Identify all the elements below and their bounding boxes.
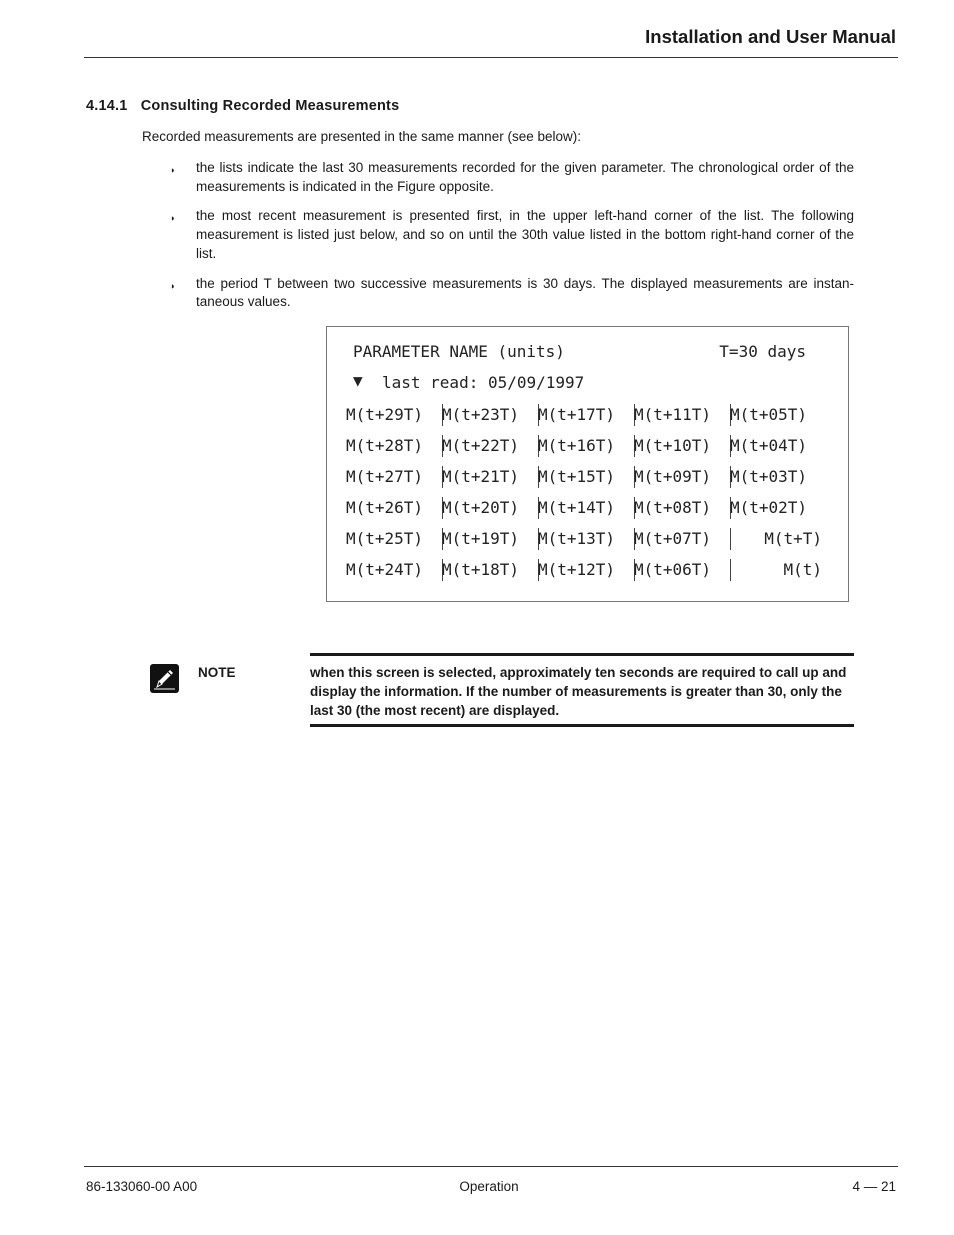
section-title: Consulting Recorded Measurements <box>140 98 400 114</box>
measurement-cell: M(t+16T) <box>538 434 634 465</box>
bullet-item <box>170 159 854 196</box>
intro-paragraph: Recorded measurements are presented in the same manner (see below): <box>142 129 581 144</box>
measurement-cell: M(t+11T) <box>634 403 730 434</box>
measurement-cell: M(t+13T) <box>538 527 634 558</box>
measurement-cell: M(t+24T) <box>346 558 442 589</box>
measurement-cell: M(t+28T) <box>346 434 442 465</box>
measurement-cell: M(t+12T) <box>538 558 634 589</box>
measurement-cell: M(t+T) <box>764 529 822 548</box>
parameter-name-label: PARAMETER NAME (units) <box>353 342 565 361</box>
note-top-rule <box>310 653 854 656</box>
footer-rule <box>84 1166 898 1167</box>
footer-page-number: 4 — 21 <box>852 1179 896 1194</box>
pencil-note-icon <box>150 664 179 693</box>
measurement-cell: M(t+17T) <box>538 403 634 434</box>
bullet-marker-icon: ◗ <box>170 280 176 291</box>
period-label: T=30 days <box>719 342 806 361</box>
section-number: 4.14.1 <box>86 98 128 114</box>
bullet-item <box>170 275 854 312</box>
measurement-cell: M(t+15T) <box>538 465 634 496</box>
measurement-cell: M(t+29T) <box>346 403 442 434</box>
measurement-cell: M(t+09T) <box>634 465 730 496</box>
down-triangle-icon: ▼ <box>353 371 363 390</box>
bullet-list <box>170 159 854 323</box>
header-rule <box>84 57 898 58</box>
measurement-cell: M(t+25T) <box>346 527 442 558</box>
note-label: NOTE <box>198 665 236 680</box>
measurement-cell: M(t+26T) <box>346 496 442 527</box>
measurement-cell: M(t+14T) <box>538 496 634 527</box>
measurement-cell: M(t+07T) <box>634 527 730 558</box>
measurement-cell: M(t+20T) <box>442 496 538 527</box>
bullet-text: the most recent measurement is presented first, in the upper left-hand corner of the list. The following measurement is listed just below, and so on until the 30th value listed in the bottom right-hand corner of the list. <box>196 208 854 261</box>
measurement-cell: M(t+21T) <box>442 465 538 496</box>
measurement-cell: M(t+05T) <box>730 405 808 424</box>
measurement-cell: M(t+18T) <box>442 558 538 589</box>
measurement-grid <box>346 403 826 589</box>
note-bottom-rule <box>310 724 854 727</box>
note-text: when this screen is selected, approximately ten seconds are required to call up and display the information. If the number of measurements is greater than 30, only the last 30 (the most recent) are displayed. <box>310 665 847 718</box>
measurement-cell: M(t+02T) <box>730 498 808 517</box>
measurement-cell: M(t) <box>783 560 822 579</box>
measurement-cell: M(t+19T) <box>442 527 538 558</box>
bullet-marker-icon: ◗ <box>170 213 176 224</box>
footer-chapter: Operation <box>459 1179 519 1194</box>
measurement-cell: M(t+03T) <box>730 467 808 486</box>
last-read-label: last read: 05/09/1997 <box>382 373 585 392</box>
bullet-item <box>170 207 854 263</box>
bullet-marker-icon: ◗ <box>170 165 176 175</box>
section-heading <box>86 98 399 114</box>
bullet-text: the lists indicate the last 30 measurements recorded for the given parameter. The chronological order of the measurements is indicated in the Figure opposite. <box>196 160 854 194</box>
page-header-title: Installation and User Manual <box>645 26 896 47</box>
measurement-cell: M(t+08T) <box>634 496 730 527</box>
bullet-text: the period T between two successive measurements is 30 days. The displayed measurements are instan-taneous values. <box>196 275 854 310</box>
footer-doc-number: 86-133060-00 A00 <box>86 1179 198 1194</box>
measurement-cell: M(t+22T) <box>442 434 538 465</box>
measurement-cell: M(t+10T) <box>634 434 730 465</box>
measurement-cell: M(t+04T) <box>730 436 808 455</box>
measurement-cell: M(t+27T) <box>346 465 442 496</box>
measurement-cell: M(t+23T) <box>442 403 538 434</box>
measurement-screen-figure <box>326 326 849 602</box>
measurement-cell: M(t+06T) <box>634 558 730 589</box>
